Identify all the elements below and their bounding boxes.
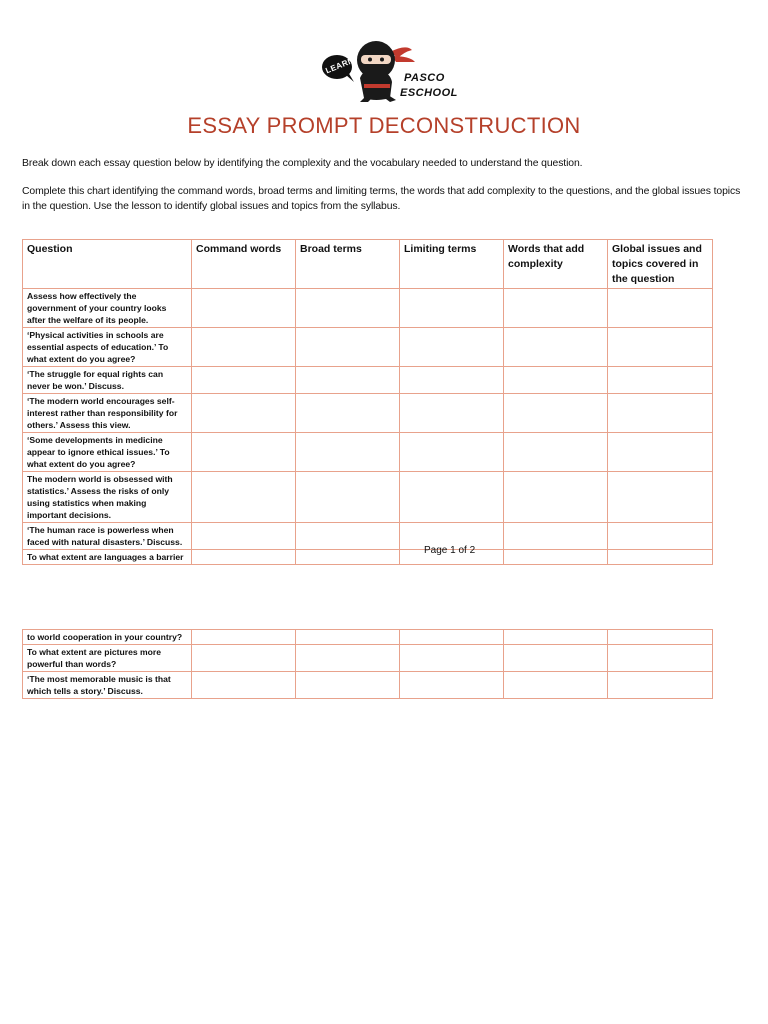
- essay-prompt-table: [22, 239, 713, 565]
- question-cell: ‘The most memorable music is that which tells a story.’ Discuss.: [23, 672, 192, 699]
- answer-cell[interactable]: [192, 289, 296, 328]
- question-cell: ‘The human race is powerless when faced with natural disasters.’ Discuss.: [23, 523, 192, 550]
- answer-cell[interactable]: [504, 328, 608, 367]
- answer-cell[interactable]: [608, 672, 713, 699]
- answer-cell[interactable]: [504, 394, 608, 433]
- answer-cell[interactable]: [504, 472, 608, 523]
- answer-cell[interactable]: [400, 630, 504, 645]
- logo-badge-text: LEARN: [324, 55, 356, 76]
- table-row: [23, 472, 713, 523]
- answer-cell[interactable]: [400, 433, 504, 472]
- answer-cell[interactable]: [192, 672, 296, 699]
- answer-cell[interactable]: [608, 550, 713, 565]
- answer-cell[interactable]: [504, 645, 608, 672]
- answer-cell[interactable]: [192, 550, 296, 565]
- answer-cell[interactable]: [504, 630, 608, 645]
- answer-cell[interactable]: [504, 289, 608, 328]
- answer-cell[interactable]: [192, 367, 296, 394]
- answer-cell[interactable]: [296, 289, 400, 328]
- answer-cell[interactable]: [400, 645, 504, 672]
- answer-cell[interactable]: [400, 672, 504, 699]
- table-row: [23, 328, 713, 367]
- table-row: [23, 630, 713, 645]
- answer-cell[interactable]: [400, 472, 504, 523]
- question-cell: The modern world is obsessed with statistics.’ Assess the risks of only using statistics when making important decisions.: [23, 472, 192, 523]
- instructions-paragraph: Complete this chart identifying the command words, broad terms and limiting terms, the words that add complexity to the questions, and the global issues topics in the question. Use the lesson to identify global issues and topics from the syllabus.: [22, 186, 741, 212]
- header-question: Question: [23, 240, 192, 289]
- answer-cell[interactable]: [400, 367, 504, 394]
- answer-cell[interactable]: [192, 630, 296, 645]
- answer-cell[interactable]: [504, 367, 608, 394]
- question-cell: to world cooperation in your country?: [23, 630, 192, 645]
- answer-cell[interactable]: [504, 550, 608, 565]
- question-cell: To what extent are pictures more powerful than words?: [23, 645, 192, 672]
- table-row: [23, 672, 713, 699]
- answer-cell[interactable]: [296, 645, 400, 672]
- table-row: [23, 523, 713, 550]
- table-row: [23, 367, 713, 394]
- essay-prompt-table-continued: [22, 629, 713, 699]
- answer-cell[interactable]: [192, 433, 296, 472]
- question-cell: To what extent are languages a barrier: [23, 550, 192, 565]
- header-broad-terms: Broad terms: [296, 240, 400, 289]
- answer-cell[interactable]: [192, 328, 296, 367]
- question-cell: Assess how effectively the government of your country looks after the welfare of its people.: [23, 289, 192, 328]
- answer-cell[interactable]: [296, 394, 400, 433]
- header-command-words: Command words: [192, 240, 296, 289]
- table-row: [23, 550, 713, 565]
- answer-cell[interactable]: [608, 328, 713, 367]
- header-limiting-terms: Limiting terms: [400, 240, 504, 289]
- question-cell: ‘Physical activities in schools are essential aspects of education.’ To what extent do you agree?: [23, 328, 192, 367]
- question-cell: ‘Some developments in medicine appear to ignore ethical issues.’ To what extent do you agree?: [23, 433, 192, 472]
- answer-cell[interactable]: [296, 472, 400, 523]
- answer-cell[interactable]: [608, 523, 713, 550]
- answer-cell[interactable]: [400, 394, 504, 433]
- answer-cell[interactable]: [296, 523, 400, 550]
- table-row: [23, 394, 713, 433]
- answer-cell[interactable]: [608, 630, 713, 645]
- answer-cell[interactable]: [296, 550, 400, 565]
- table-row: [23, 433, 713, 472]
- answer-cell[interactable]: [296, 367, 400, 394]
- answer-cell[interactable]: [608, 472, 713, 523]
- answer-cell[interactable]: [192, 472, 296, 523]
- answer-cell[interactable]: [192, 523, 296, 550]
- answer-cell[interactable]: [296, 630, 400, 645]
- header-complexity-words: Words that add complexity: [504, 240, 608, 289]
- question-cell: ‘The modern world encourages self-interest rather than responsibility for others.’ Assess this view.: [23, 394, 192, 433]
- table-row: [23, 645, 713, 672]
- answer-cell[interactable]: [400, 328, 504, 367]
- answer-cell[interactable]: [400, 289, 504, 328]
- answer-cell[interactable]: [608, 289, 713, 328]
- answer-cell[interactable]: [608, 645, 713, 672]
- answer-cell[interactable]: [608, 367, 713, 394]
- table-row: [23, 289, 713, 328]
- answer-cell[interactable]: [608, 394, 713, 433]
- answer-cell[interactable]: [608, 433, 713, 472]
- answer-cell[interactable]: [192, 645, 296, 672]
- answer-cell[interactable]: [504, 523, 608, 550]
- header-global-issues: Global issues and topics covered in the question: [608, 240, 713, 289]
- answer-cell[interactable]: [192, 394, 296, 433]
- answer-cell[interactable]: [296, 433, 400, 472]
- pasco-eschool-logo: [320, 38, 458, 104]
- page-number: Page 1 of 2: [424, 545, 476, 556]
- question-cell: ‘The struggle for equal rights can never be won.’ Discuss.: [23, 367, 192, 394]
- logo-brand-line2: ESCHOOL: [400, 87, 458, 99]
- page-title: ESSAY PROMPT DECONSTRUCTION: [187, 113, 581, 138]
- intro-paragraph: Break down each essay question below by identifying the complexity and the vocabulary needed to understand the question.: [22, 158, 583, 169]
- answer-cell[interactable]: [296, 328, 400, 367]
- logo-brand-line1: PASCO: [404, 72, 445, 84]
- answer-cell[interactable]: [296, 672, 400, 699]
- table-header-row: [23, 240, 713, 289]
- answer-cell[interactable]: [504, 433, 608, 472]
- answer-cell[interactable]: [504, 672, 608, 699]
